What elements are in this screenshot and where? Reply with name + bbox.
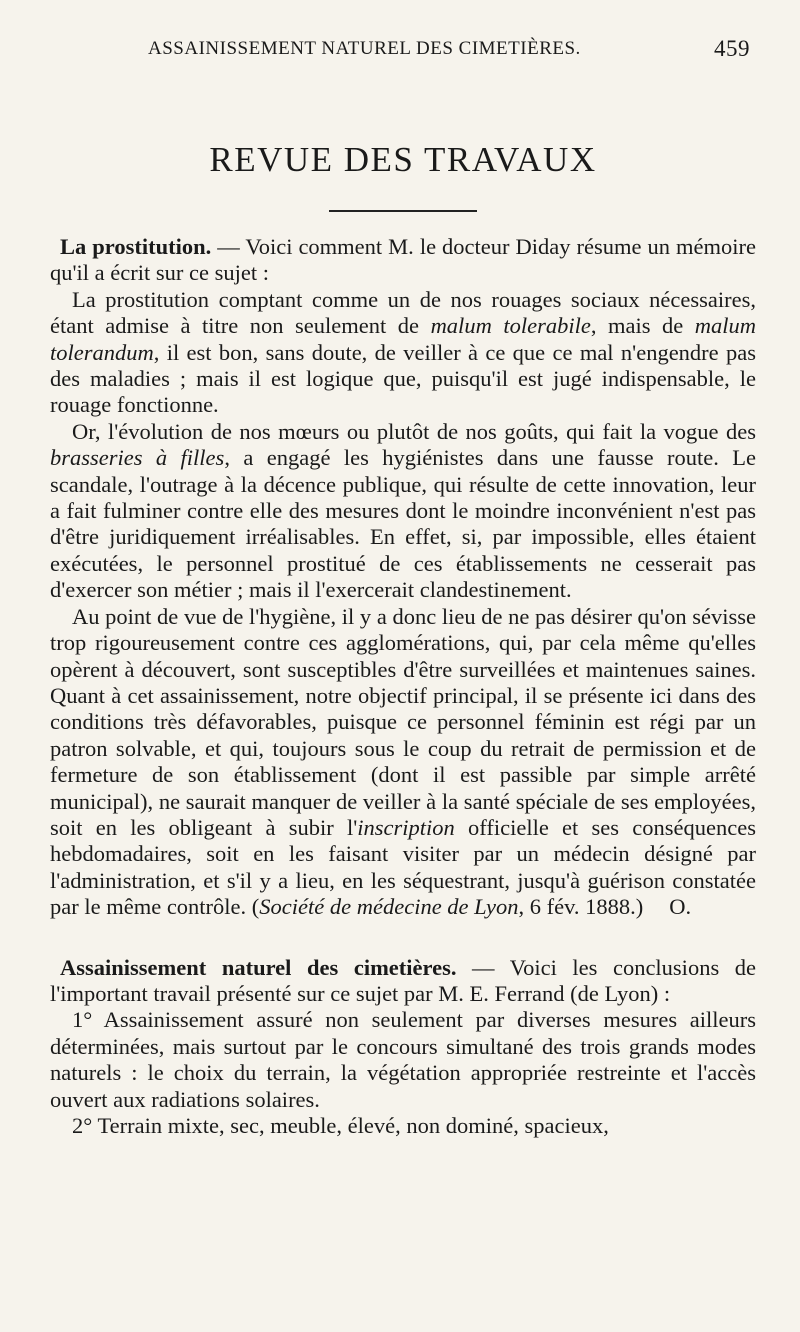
text-run: Au point de vue de l'hygiène, il y a donc lieu de ne pas désirer qu'on sévisse trop rigoureusement contre ces agglomérations, qui, par cela même qu'elles opèrent à découvert, sont susceptibles d'être surveillées et maintenues saines. Quant à cet assainissement, notre objectif principal, il se présente ici dans des conditions très défavorables, puisque ce personnel féminin est régi par un patron solvable, et qui, toujours sous le coup du retrait de permission et de fermeture de son établissement (dont il est passible par simple arrêté municipal), ne saurait manquer de veiller à la santé spéciale de ses employées, soit en les obligeant à subir l': [50, 603, 756, 840]
article-cimetieres: [50, 955, 756, 1140]
text-run: Or, l'évolution de nos mœurs ou plutôt de nos goûts, qui fait la vogue des: [72, 418, 756, 444]
numbered-item: 1° Assainissement assuré non seulement par diverses mesures ailleurs déterminées, mais surtout par le concours simultané des trois grands modes naturels : le choix du terrain, la végétation appropriée restreinte et l'accès ouvert aux radiations solaires.: [50, 1007, 756, 1112]
paragraph: [50, 604, 756, 921]
section-title: REVUE DES TRAVAUX: [209, 140, 597, 179]
article-intro: [50, 955, 756, 1008]
text-run: , a engagé les hygiénistes dans une fausse route. Le scandale, l'outrage à la décence publique, qui résulte de cette innovation, leur a fait fulminer contre elle des mesures dont le moindre inconvénient n'est pas d'être juridiquement irréalisables. En effet, si, par impossible, elles étaient exécutées, le personnel prostitué de ces établissements ne cesserait pas d'exercer son métier ; mais il l'exercerait clandestinement.: [50, 445, 756, 603]
article-intro-text: — Voici comment M. le docteur Diday résume un mémoire qu'il a écrit sur ce sujet :: [50, 234, 756, 286]
italic-term: brasseries à filles: [50, 445, 225, 471]
title-rule: [329, 210, 477, 212]
text-run: , 6 fév. 1888.): [518, 894, 644, 920]
text-run: La prostitution comptant comme un de nos rouages sociaux nécessaires, étant admise à titre non seulement de: [50, 286, 756, 339]
article-intro: [50, 234, 756, 287]
italic-term: malum tolerabile: [430, 313, 591, 339]
text-run: , il est bon, sans doute, de veiller à ce que ce mal n'engendre pas des maladies ; mais il est logique que, puisqu'il est jugé indispensable, le rouage fonctionne.: [50, 339, 756, 418]
article-intro-text: — Voici les conclusions de l'important travail présenté sur ce sujet par M. E. Ferrand (de Lyon) :: [50, 954, 757, 1006]
text-run: , mais de: [590, 313, 695, 339]
paragraph: [50, 419, 756, 604]
running-head: [50, 28, 756, 62]
article-prostitution: [50, 234, 756, 921]
author-signature: O.: [669, 894, 692, 920]
article-heading: Assainissement naturel des cimetières.: [60, 954, 457, 980]
article-heading: La prostitution.: [60, 234, 212, 259]
page-number: 459: [714, 36, 750, 61]
italic-term: malum tolerandum: [50, 313, 757, 365]
text-run: officielle et ses conséquences hebdomadaires, soit en les faisant visiter par un médecin désigné par l'administration, et s'il y a lieu, en les séquestrant, jusqu'à guérison constatée par le même contrôle. (: [50, 814, 756, 920]
paragraph: [50, 287, 756, 419]
italic-term: inscription: [357, 814, 455, 840]
numbered-item: 2° Terrain mixte, sec, meuble, élevé, non dominé, spacieux,: [72, 1113, 609, 1138]
citation-source: Société de médecine de Lyon: [259, 894, 519, 920]
running-head-title: ASSAINISSEMENT NATUREL DES CIMETIÈRES.: [148, 38, 581, 59]
